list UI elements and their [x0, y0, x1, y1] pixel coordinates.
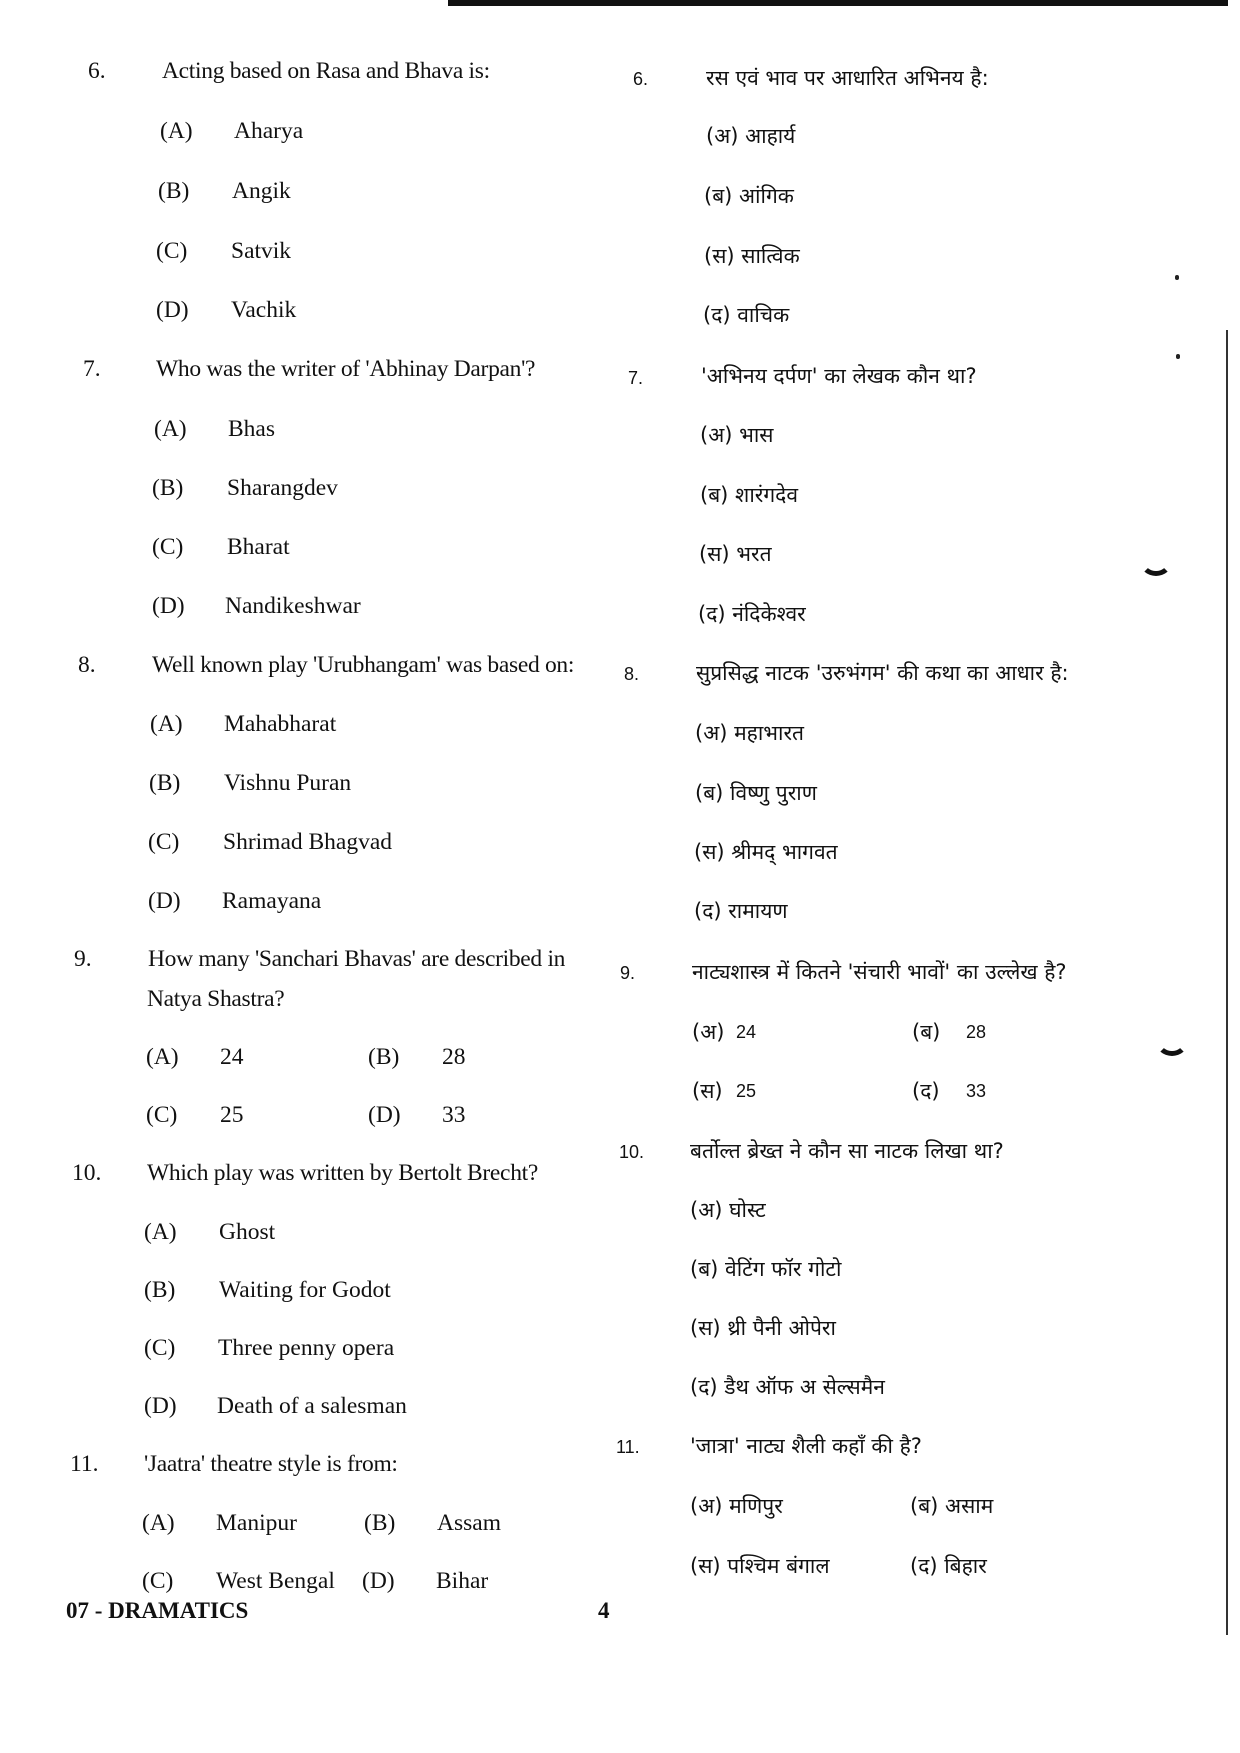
- option-text: (स) सात्विक: [704, 244, 800, 268]
- option-text: 24: [220, 1044, 244, 1070]
- option-label: (B): [158, 178, 190, 204]
- question-text: रस एवं भाव पर आधारित अभिनय है:: [706, 66, 989, 90]
- option-label: (द): [912, 1079, 940, 1103]
- option-text: Vishnu Puran: [224, 770, 352, 796]
- tick-mark-icon: [1140, 548, 1172, 576]
- option-text: (ब) असाम: [910, 1494, 994, 1518]
- option-text: (ब) आंगिक: [704, 184, 794, 208]
- option-text: Satvik: [231, 238, 292, 264]
- option-label: (C): [146, 1102, 178, 1128]
- option-label: (D): [148, 888, 181, 914]
- option-label: (D): [368, 1102, 401, 1128]
- question-number: 10.: [619, 1142, 645, 1162]
- scan-speck: [1175, 275, 1179, 280]
- option-text: Mahabharat: [224, 711, 337, 737]
- question-text: Well known play 'Urubhangam' was based on:: [152, 652, 575, 678]
- option-label: (B): [152, 475, 184, 501]
- scan-speck: [1176, 354, 1180, 359]
- question-number: 6.: [88, 58, 106, 84]
- question-number: 11.: [616, 1437, 640, 1457]
- option-label: (B): [368, 1044, 400, 1070]
- option-label: (A): [160, 118, 193, 144]
- option-text: (स) भरत: [699, 542, 772, 566]
- option-label: (ब): [912, 1020, 941, 1044]
- question-text: नाट्यशास्त्र में कितने 'संचारी भावों' का उल्लेख है?: [692, 960, 1067, 984]
- question-text: Which play was written by Bertolt Brecht?: [147, 1160, 538, 1186]
- option-text: Angik: [232, 178, 291, 204]
- option-label: (C): [156, 238, 188, 264]
- option-text: 28: [966, 1022, 987, 1042]
- option-text: Bihar: [436, 1568, 489, 1594]
- option-label: (B): [144, 1277, 176, 1303]
- option-text: Vachik: [231, 297, 297, 323]
- option-text: Death of a salesman: [217, 1393, 407, 1419]
- question-text: 'जात्रा' नाट्य शैली कहाँ की है?: [690, 1434, 922, 1458]
- option-text: Shrimad Bhagvad: [223, 829, 393, 855]
- option-text: (द) रामायण: [694, 899, 788, 923]
- option-text: (द) बिहार: [910, 1554, 987, 1578]
- question-text: Who was the writer of 'Abhinay Darpan'?: [156, 356, 536, 382]
- option-label: (अ): [692, 1020, 725, 1044]
- option-label: (A): [144, 1219, 177, 1245]
- option-text: Bhas: [228, 416, 275, 442]
- question-text: 'अभिनय दर्पण' का लेखक कौन था?: [701, 364, 977, 388]
- option-text: (अ) भास: [700, 423, 774, 447]
- option-text: Sharangdev: [227, 475, 338, 501]
- question-number: 11.: [70, 1451, 99, 1477]
- option-text: (द) वाचिक: [703, 303, 790, 327]
- option-label: (स): [692, 1079, 723, 1103]
- option-label: (A): [150, 711, 183, 737]
- question-text: Acting based on Rasa and Bhava is:: [162, 58, 490, 84]
- option-text: Waiting for Godot: [219, 1277, 391, 1303]
- question-number: 9.: [620, 963, 636, 983]
- option-label: (D): [156, 297, 189, 323]
- option-label: (A): [146, 1044, 179, 1070]
- option-label: (C): [144, 1335, 176, 1361]
- question-text: Natya Shastra?: [147, 986, 285, 1012]
- question-number: 8.: [624, 664, 640, 684]
- binding-edge: [1226, 330, 1228, 1635]
- option-label: (B): [149, 770, 181, 796]
- option-text: Three penny opera: [218, 1335, 395, 1361]
- option-label: (D): [152, 593, 185, 619]
- option-label: (D): [362, 1568, 395, 1594]
- question-text: बर्तोल्त ब्रेख्त ने कौन सा नाटक लिखा था?: [690, 1139, 1004, 1163]
- option-label: (A): [142, 1510, 175, 1536]
- question-number: 7.: [628, 368, 644, 388]
- option-label: (C): [148, 829, 180, 855]
- option-text: 25: [736, 1081, 757, 1101]
- option-text: (अ) मणिपुर: [690, 1494, 783, 1518]
- option-text: 24: [736, 1022, 757, 1042]
- option-text: (अ) घोस्ट: [690, 1198, 766, 1222]
- option-text: Assam: [437, 1510, 501, 1536]
- option-text: (स) श्रीमद् भागवत: [694, 840, 838, 864]
- option-text: (अ) महाभारत: [695, 721, 805, 745]
- option-text: 33: [966, 1081, 987, 1101]
- option-label: (C): [152, 534, 184, 560]
- option-text: 25: [220, 1102, 244, 1128]
- question-text: 'Jaatra' theatre style is from:: [144, 1451, 398, 1477]
- option-text: Manipur: [216, 1510, 297, 1536]
- question-number: 8.: [78, 652, 96, 678]
- question-number: 9.: [74, 946, 92, 972]
- question-text: सुप्रसिद्ध नाटक 'उरुभंगम' की कथा का आधार है:: [696, 661, 1069, 685]
- option-label: (C): [142, 1568, 174, 1594]
- page-number: 4: [598, 1598, 610, 1623]
- option-label: (D): [144, 1393, 177, 1419]
- question-text: How many 'Sanchari Bhavas' are described in: [148, 946, 566, 972]
- option-text: (द) नंदिकेश्वर: [698, 602, 806, 626]
- option-text: Ghost: [219, 1219, 276, 1245]
- option-text: (द) डैथ ऑफ अ सेल्समैन: [690, 1375, 885, 1399]
- option-text: (अ) आहार्य: [706, 124, 796, 148]
- top-rule: [448, 0, 1228, 6]
- option-text: 33: [442, 1102, 466, 1128]
- question-number: 10.: [72, 1160, 102, 1186]
- option-label: (A): [154, 416, 187, 442]
- option-text: (ब) विष्णु पुराण: [695, 781, 817, 805]
- option-text: Aharya: [234, 118, 304, 144]
- option-text: (स) थ्री पैनी ओपेरा: [690, 1316, 836, 1340]
- option-text: West Bengal: [216, 1568, 335, 1594]
- question-number: 7.: [83, 356, 101, 382]
- option-text: (ब) शारंगदेव: [700, 483, 799, 507]
- option-text: Ramayana: [222, 888, 322, 914]
- option-text: Nandikeshwar: [225, 593, 361, 619]
- option-label: (B): [364, 1510, 396, 1536]
- tick-mark-icon: [1156, 1028, 1188, 1056]
- option-text: 28: [442, 1044, 466, 1070]
- option-text: Bharat: [227, 534, 290, 560]
- option-text: (स) पश्चिम बंगाल: [690, 1554, 830, 1578]
- question-number: 6.: [633, 69, 649, 89]
- subject-footer: 07 - DRAMATICS: [66, 1598, 249, 1623]
- option-text: (ब) वेटिंग फॉर गोटो: [690, 1257, 842, 1281]
